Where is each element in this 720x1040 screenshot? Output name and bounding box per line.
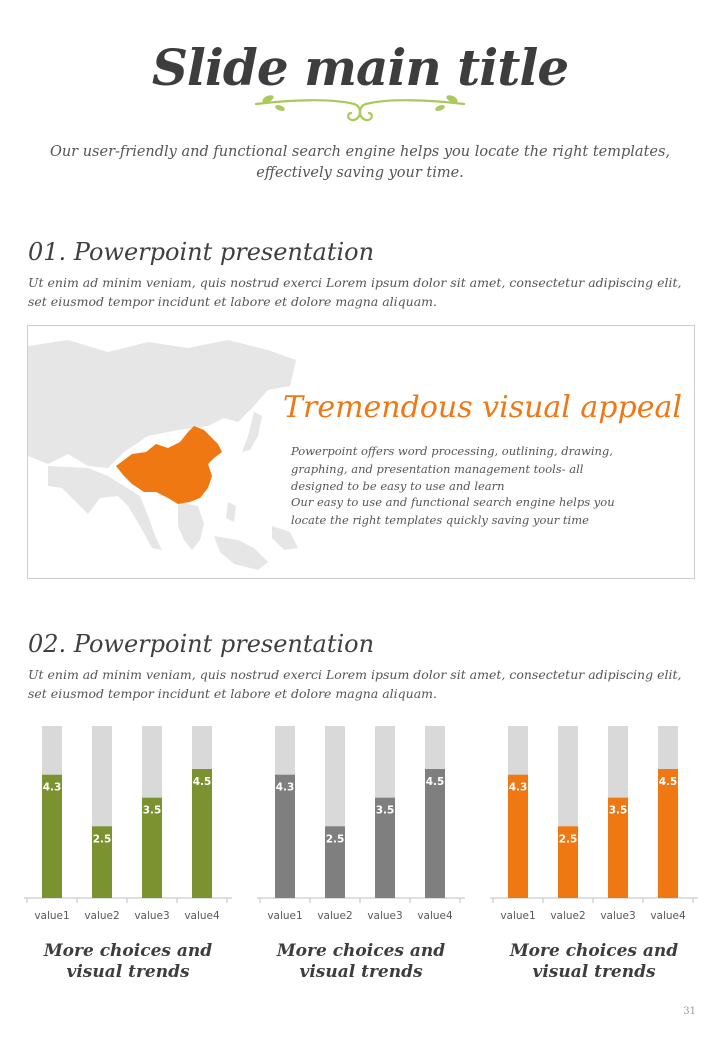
data-label: 4.5 [425, 776, 445, 788]
data-label: 4.3 [275, 781, 295, 794]
tick-label: value3 [134, 910, 170, 922]
bar [425, 769, 445, 898]
tick-label: value1 [34, 910, 70, 922]
chart-caption-1: More choices and visual trends [43, 941, 213, 982]
data-label: 2.5 [325, 833, 345, 846]
asia-map [28, 326, 318, 578]
data-label: 2.5 [558, 833, 578, 846]
tick-label: value2 [317, 910, 353, 922]
feature-paragraph-2: Our easy to use and functional search engine helps you locate the right templates quickly saving your time [291, 495, 615, 527]
tick-label: value3 [600, 910, 636, 922]
tick-label: value2 [84, 910, 120, 922]
data-label: 3.5 [608, 804, 628, 817]
tick-label: value4 [650, 910, 686, 922]
tick-label: value4 [417, 910, 453, 922]
section-1-body: Ut enim ad minim veniam, quis nostrud exerci Lorem ipsum dolor sit amet, consectetur adipiscing elit, set eiusmod tempor incidunt et labore et dolore magna aliquam. [28, 275, 682, 309]
section-1-heading: 01. Powerpoint presentation [28, 238, 375, 266]
page-title: Slide main title [151, 38, 569, 97]
leaf-ornament-icon [250, 94, 470, 130]
chart-caption-3: More choices and visual trends [509, 941, 679, 982]
section-2-heading: 02. Powerpoint presentation [28, 630, 375, 658]
data-label: 4.3 [508, 781, 528, 794]
bar [658, 769, 678, 898]
subtitle: Our user-friendly and functional search engine helps you locate the right templates, effectively saving your time. [49, 144, 671, 181]
bar-chart-green [24, 720, 232, 930]
data-label: 4.5 [658, 776, 678, 788]
feature-paragraph-1: Powerpoint offers word processing, outlining, drawing, graphing, and presentation management tools- all designed to be easy to use and learn [291, 444, 613, 493]
data-label: 3.5 [375, 804, 395, 817]
bar-chart-gray [257, 720, 465, 930]
tick-label: value2 [550, 910, 586, 922]
tick-label: value1 [500, 910, 536, 922]
data-label: 2.5 [92, 833, 112, 846]
tick-label: value4 [184, 910, 220, 922]
data-label: 4.5 [192, 776, 212, 788]
page-number: 31 [683, 1006, 696, 1017]
tick-label: value1 [267, 910, 303, 922]
section-2-body: Ut enim ad minim veniam, quis nostrud exerci Lorem ipsum dolor sit amet, consectetur adipiscing elit, set eiusmod tempor incidunt et labore et dolore magna aliquam. [28, 667, 682, 701]
chart-caption-2: More choices and visual trends [276, 941, 446, 982]
feature-headline: Tremendous visual appeal [283, 390, 682, 425]
tick-label: value3 [367, 910, 403, 922]
data-label: 3.5 [142, 804, 162, 817]
bar-chart-orange [490, 720, 698, 930]
bar [192, 769, 212, 898]
data-label: 4.3 [42, 781, 62, 794]
